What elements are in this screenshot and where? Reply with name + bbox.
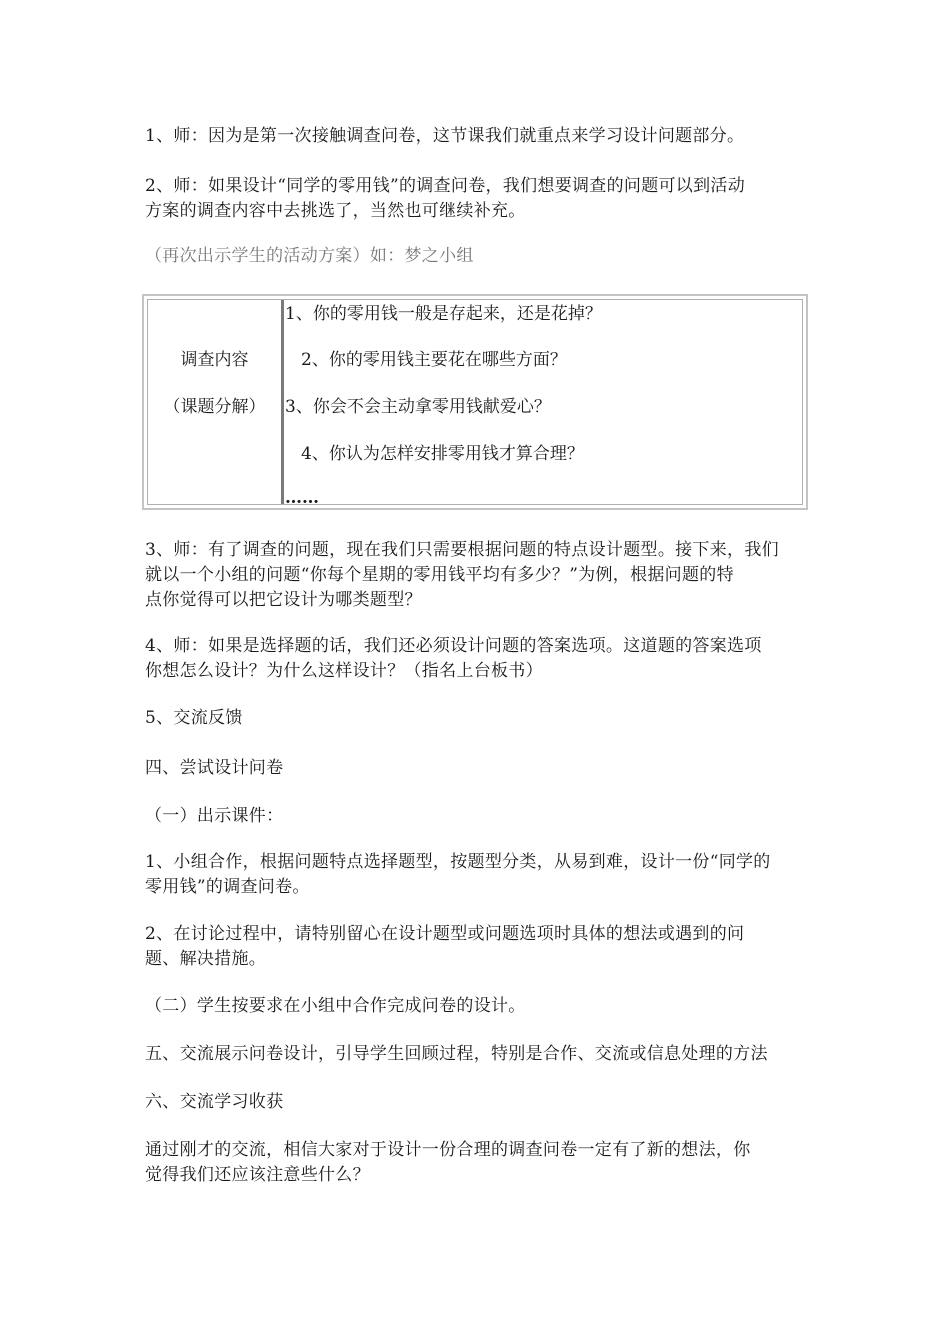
activity-plan-note [145,244,815,269]
section-heading-6 [145,1090,815,1115]
paragraph-text: 题、解决措施。 [145,949,267,969]
paragraph-text: 2、在讨论过程中，请特别留心在设计题型或问题选项时具体的想法或遇到的问 [145,924,745,944]
section-heading-4 [145,756,815,781]
section-4-subheading-1 [145,804,815,829]
question-ellipsis: …… [285,488,319,508]
paragraph-text: （再次出示学生的活动方案）如：梦之小组 [145,246,474,266]
paragraph-text: 方案的调查内容中去挑选了，当然也可继续补充。 [145,201,526,221]
section-4-subheading-2 [145,994,815,1019]
question-item: 4、你认为怎样安排零用钱才算合理？ [301,444,584,464]
paragraph-3 [145,538,815,613]
heading-text: （二）学生按要求在小组中合作完成问卷的设计。 [145,996,526,1016]
section-6-body [145,1138,815,1188]
survey-content-table [142,294,808,510]
column-divider [281,300,284,504]
paragraph-text: 点你觉得可以把它设计为哪类题型？ [145,590,422,610]
paragraph-2 [145,174,815,224]
question-item: 2、你的零用钱主要花在哪些方面？ [301,350,567,370]
section-heading-5 [145,1042,815,1067]
paragraph-text: 觉得我们还应该注意些什么？ [145,1165,370,1185]
paragraph-4 [145,634,815,684]
paragraph-text: 3、师：有了调查的问题，现在我们只需要根据问题的特点设计题型。接下来，我们 [145,540,779,560]
paragraph-text: 5、交流反馈 [145,708,243,728]
paragraph-1 [145,124,815,149]
paragraph-text: 通过刚才的交流，相信大家对于设计一份合理的调查问卷一定有了新的想法，你 [145,1140,751,1160]
paragraph-text: 1、小组合作，根据问题特点选择题型，按题型分类，从易到难，设计一份“同学的 [145,852,771,872]
table-header-label: 调查内容 [180,350,249,370]
table-inner-border [147,299,803,508]
heading-text: 五、交流展示问卷设计，引导学生回顾过程，特别是合作、交流或信息处理的方法 [145,1044,768,1064]
heading-text: 四、尝试设计问卷 [145,758,284,778]
table-header-sublabel: （课题分解） [163,397,266,417]
question-item: 1、你的零用钱一般是存起来，还是花掉？ [285,304,602,324]
paragraph-text: 零用钱”的调查问卷。 [145,877,310,897]
paragraph-text: 你想怎么设计？为什么这样设计？（指名上台板书） [145,661,543,681]
section-4-item-1 [145,850,815,900]
question-item: 3、你会不会主动拿零用钱献爱心？ [285,397,551,417]
paragraph-text: 1、师：因为是第一次接触调查问卷，这节课我们就重点来学习设计问题部分。 [145,126,745,146]
paragraph-text: 就以一个小组的问题“你每个星期的零用钱平均有多少？”为例，根据问题的特 [145,565,734,585]
heading-text: 六、交流学习收获 [145,1092,284,1112]
paragraph-text: 2、师：如果设计“同学的零用钱”的调查问卷，我们想要调查的问题可以到活动 [145,176,745,196]
heading-text: （一）出示课件： [145,806,284,826]
paragraph-text: 4、师：如果是选择题的话，我们还必须设计问题的答案选项。这道题的答案选项 [145,636,762,656]
section-4-item-2 [145,922,815,972]
paragraph-5 [145,706,815,731]
